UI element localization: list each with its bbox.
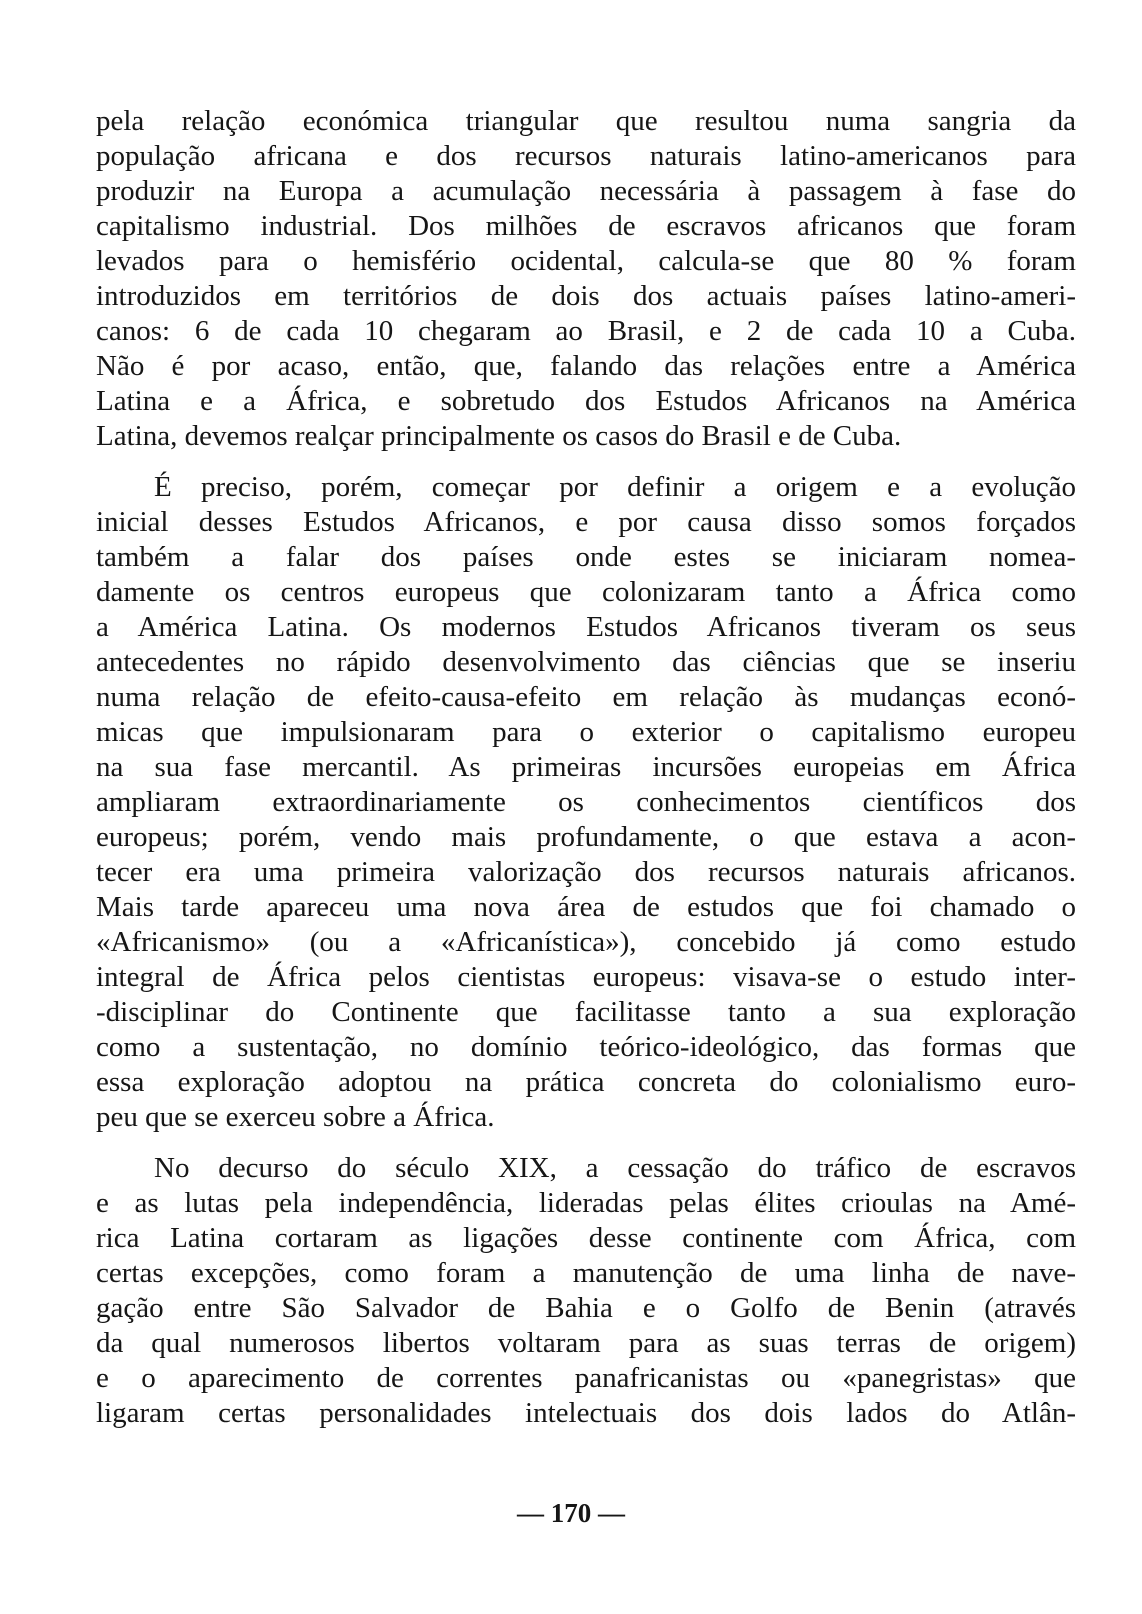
text-line: ligaram certas personalidades intelectuais dos dois lados do Atlân- <box>96 1397 1076 1429</box>
text-line: Não é por acaso, então, que, falando das relações entre a América <box>96 350 1076 382</box>
text-line: peu que se exerceu sobre a África. <box>96 1101 495 1133</box>
text-line: ampliaram extraordinariamente os conhecimentos científicos dos <box>96 786 1076 818</box>
text-line: pela relação económica triangular que resultou numa sangria da <box>96 105 1076 137</box>
text-line: levados para o hemisfério ocidental, calcula-se que 80 % foram <box>96 245 1076 277</box>
text-line: europeus; porém, vendo mais profundamente, o que estava a acon- <box>96 821 1076 853</box>
text-line: canos: 6 de cada 10 chegaram ao Brasil, e 2 de cada 10 a Cuba. <box>96 315 1076 347</box>
text-line: «Africanismo» (ou a «Africanística»), concebido já como estudo <box>96 926 1076 958</box>
text-line: antecedentes no rápido desenvolvimento das ciências que se inseriu <box>96 646 1076 678</box>
text-line: Latina, devemos realçar principalmente os casos do Brasil e de Cuba. <box>96 420 902 452</box>
text-line: capitalismo industrial. Dos milhões de escravos africanos que foram <box>96 210 1076 242</box>
text-line: tecer era uma primeira valorização dos recursos naturais africanos. <box>96 856 1076 888</box>
text-line: Mais tarde apareceu uma nova área de estudos que foi chamado o <box>96 891 1076 923</box>
text-line: produzir na Europa a acumulação necessária à passagem à fase do <box>96 175 1076 207</box>
text-line: rica Latina cortaram as ligações desse continente com África, com <box>96 1222 1076 1254</box>
text-line: gação entre São Salvador de Bahia e o Golfo de Benin (através <box>96 1292 1076 1324</box>
text-line: a América Latina. Os modernos Estudos Africanos tiveram os seus <box>96 611 1076 643</box>
text-line: No decurso do século XIX, a cessação do tráfico de escravos <box>154 1152 1076 1184</box>
text-line: introduzidos em territórios de dois dos actuais países latino-ameri- <box>96 280 1076 312</box>
text-line: como a sustentação, no domínio teórico-ideológico, das formas que <box>96 1031 1076 1063</box>
paragraph-gap <box>96 454 1076 470</box>
text-line: e o aparecimento de correntes panafricanistas ou «panegristas» que <box>96 1362 1076 1394</box>
paragraph-gap <box>96 1135 1076 1151</box>
text-line: integral de África pelos cientistas europeus: visava-se o estudo inter- <box>96 961 1076 993</box>
text-line: população africana e dos recursos naturais latino-americanos para <box>96 140 1076 172</box>
text-line: da qual numerosos libertos voltaram para as suas terras de origem) <box>96 1327 1076 1359</box>
page-number: — 170 — <box>517 1498 625 1528</box>
text-line: na sua fase mercantil. As primeiras incursões europeias em África <box>96 751 1076 783</box>
text-line: damente os centros europeus que colonizaram tanto a África como <box>96 576 1076 608</box>
text-line: e as lutas pela independência, lideradas pelas élites crioulas na Amé- <box>96 1187 1076 1219</box>
text-line: numa relação de efeito-causa-efeito em relação às mudanças econó- <box>96 681 1076 713</box>
text-line: micas que impulsionaram para o exterior o capitalismo europeu <box>96 716 1076 748</box>
text-line: certas excepções, como foram a manutenção de uma linha de nave- <box>96 1257 1076 1289</box>
text-line: também a falar dos países onde estes se iniciaram nomea- <box>96 541 1076 573</box>
text-line: inicial desses Estudos Africanos, e por causa disso somos forçados <box>96 506 1076 538</box>
body-text <box>96 104 1076 1431</box>
text-line: essa exploração adoptou na prática concreta do colonialismo euro- <box>96 1066 1076 1098</box>
text-line: É preciso, porém, começar por definir a origem e a evolução <box>154 471 1076 503</box>
text-line: Latina e a África, e sobretudo dos Estudos Africanos na América <box>96 385 1076 417</box>
text-line: -disciplinar do Continente que facilitasse tanto a sua exploração <box>96 996 1076 1028</box>
